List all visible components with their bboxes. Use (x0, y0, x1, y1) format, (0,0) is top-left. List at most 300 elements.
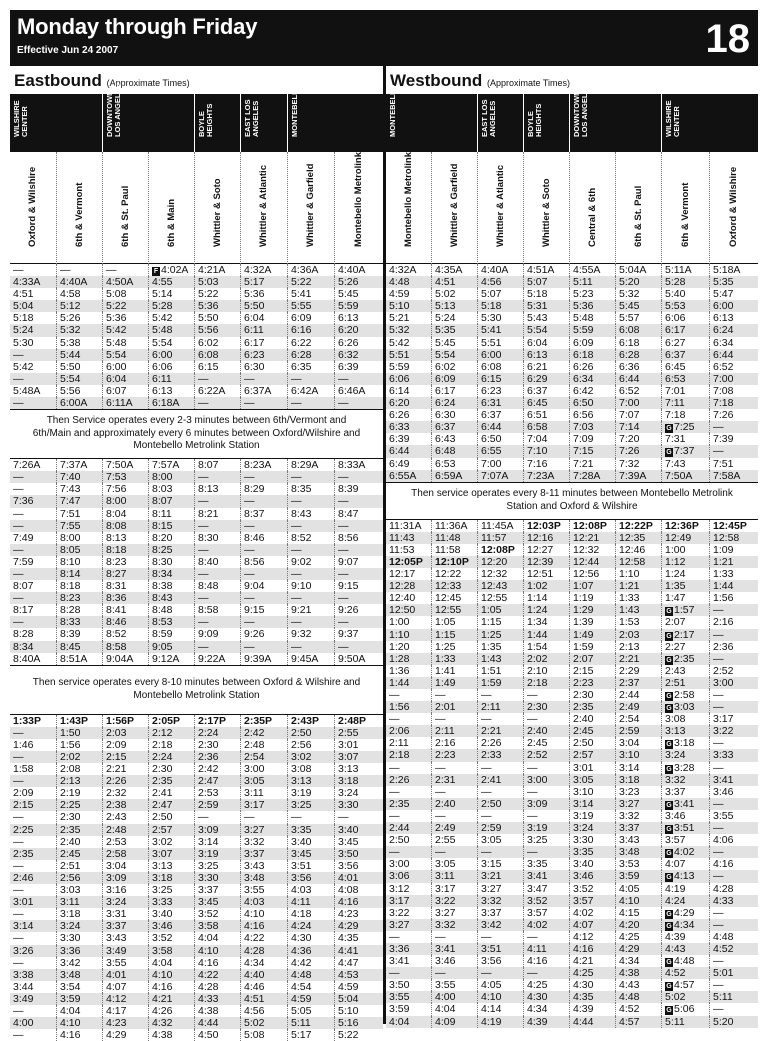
stop-header (102, 152, 148, 264)
time-cell: 3:44 (13, 980, 34, 993)
time-cell: 2:37 (615, 677, 661, 689)
time-cell: 4:54 (287, 981, 334, 993)
time-cell: 8:58 (194, 604, 240, 616)
time-cell: 3:17 (709, 713, 758, 725)
time-cell: 2:44 (389, 822, 410, 835)
stop-name: Whittler & Garfield (305, 163, 316, 247)
time-cell: 3:27 (240, 824, 287, 836)
time-cell: — (13, 543, 24, 556)
time-cell: 6:23 (477, 385, 523, 397)
time-cell: 7:58A (709, 470, 758, 482)
time-cell: 3:00 (240, 763, 287, 775)
time-cell: 4:38 (615, 967, 661, 979)
time-cell: 2:35 (148, 775, 194, 787)
time-cell: 7:51 (709, 458, 758, 470)
time-cell: 2:18 (389, 749, 410, 762)
time-cell: 3:38 (13, 968, 34, 981)
time-cell: 8:14 (56, 568, 102, 580)
time-cell: 1:00 (661, 544, 709, 556)
time-cell: — (709, 798, 758, 810)
time-cell: 8:00 (56, 532, 102, 544)
time-cell: 3:11 (240, 787, 287, 799)
time-cell: — (13, 1004, 24, 1017)
time-cell: 7:55 (56, 520, 102, 532)
time-cell: — (194, 641, 240, 653)
time-cell: 3:30 (194, 872, 240, 884)
table-row (386, 458, 758, 470)
time-cell: 3:05 (431, 858, 477, 870)
time-cell: 4:21 (569, 955, 615, 967)
time-cell: 7:21 (569, 458, 615, 470)
table-row (386, 349, 758, 361)
time-cell: — (287, 592, 334, 604)
table-row (10, 544, 383, 556)
time-cell: 5:48 (569, 312, 615, 324)
time-cell: 4:38 (148, 1029, 194, 1041)
time-cell: 4:19 (477, 1016, 523, 1028)
time-cell: 9:37 (334, 628, 383, 640)
time-cell: 6:34 (569, 373, 615, 385)
time-cell: 1:33 (615, 592, 661, 604)
time-cell: — (13, 932, 24, 945)
time-cell: 4:59 (287, 993, 334, 1005)
time-cell: 5:36 (102, 312, 148, 324)
time-cell: 6:51 (523, 409, 569, 421)
time-cell: 6:17 (240, 337, 287, 349)
time-cell: — (287, 397, 334, 409)
time-cell: 12:33 (431, 580, 477, 592)
time-cell: 7:00 (615, 397, 661, 409)
time-cell: 3:22 (431, 895, 477, 907)
time-cell: — (334, 373, 383, 385)
table-row (10, 349, 383, 361)
time-cell: — (194, 568, 240, 580)
time-cell: — (709, 653, 758, 665)
time-cell: 4:20 (615, 919, 661, 931)
time-cell: 4:16 (334, 896, 383, 908)
time-cell: 1:33 (709, 568, 758, 580)
time-cell: 7:10 (523, 445, 569, 457)
time-cell: 4:04 (194, 932, 240, 944)
footnote-badge: G (666, 1007, 672, 1015)
table-row (386, 409, 758, 421)
time-cell: 6:06 (661, 312, 709, 324)
time-cell: 8:07 (148, 495, 194, 507)
footnote-badge: F (153, 268, 159, 275)
time-cell: 2:48 (102, 824, 148, 836)
time-cell (661, 955, 709, 967)
time-cell: 3:02 (287, 751, 334, 763)
time-cell: 2:42 (240, 727, 287, 739)
table-row (386, 834, 758, 846)
table-row (10, 932, 383, 944)
time-cell: 8:34 (13, 640, 34, 653)
time-cell: 6:24 (709, 324, 758, 336)
time-cell: 3:46 (661, 810, 709, 822)
westbound-timetable (386, 66, 758, 1028)
time-cell: 5:59 (334, 300, 383, 312)
time-cell: 5:28 (148, 300, 194, 312)
time-cell: 8:23A (240, 459, 287, 471)
time-cell: 2:52 (709, 665, 758, 677)
time-cell: 4:58 (56, 288, 102, 300)
time-cell: 5:02 (240, 1017, 287, 1029)
time-cell: 3:16 (102, 884, 148, 896)
time-cell: — (477, 931, 523, 943)
time-cell: 8:33 (56, 616, 102, 628)
time-value: 4:34 (674, 918, 695, 931)
time-cell: 4:30 (287, 932, 334, 944)
time-cell: 12:36P (661, 520, 709, 532)
time-cell: 2:26 (477, 737, 523, 749)
eastbound-heading (10, 66, 383, 94)
time-cell: 6:13 (334, 312, 383, 324)
time-cell: 3:06 (389, 870, 410, 883)
table-row (386, 276, 758, 288)
time-cell: 5:28 (661, 276, 709, 288)
stop-header (287, 152, 334, 264)
place-group-header (386, 84, 477, 152)
time-cell: — (389, 809, 400, 822)
time-cell: 3:03 (56, 884, 102, 896)
time-cell: 4:28 (194, 981, 240, 993)
time-cell: 8:30 (148, 556, 194, 568)
time-cell: 5:53 (661, 300, 709, 312)
table-row (10, 872, 383, 884)
time-cell: 12:32 (477, 568, 523, 580)
table-row (386, 532, 758, 544)
table-row (386, 470, 758, 482)
table-row (10, 884, 383, 896)
time-cell: 4:35A (431, 264, 477, 276)
time-cell: 4:32A (240, 264, 287, 276)
time-cell: 5:59 (389, 360, 410, 373)
time-cell: 2:59 (477, 822, 523, 834)
table-row (10, 993, 383, 1005)
time-cell: 4:36A (287, 264, 334, 276)
time-cell: 8:52 (287, 532, 334, 544)
time-cell: 1:24 (661, 568, 709, 580)
time-cell: 2:58 (102, 848, 148, 860)
table-row (386, 786, 758, 798)
time-cell: — (389, 689, 400, 701)
time-cell: 8:43 (148, 592, 194, 604)
service-frequency-note: Then service operates every 8-11 minutes between Montebello Metrolink Station and Oxford & Wilshire (386, 482, 758, 520)
time-cell: 5:41 (477, 324, 523, 336)
time-cell (661, 737, 709, 749)
time-cell: 1:10 (615, 568, 661, 580)
time-cell: 7:59 (13, 555, 34, 568)
time-cell: 2:51 (661, 677, 709, 689)
time-cell: 4:11 (523, 943, 569, 955)
time-cell: 1:58 (13, 763, 34, 776)
footnote-badge: G (666, 910, 672, 918)
time-cell: 3:14 (13, 920, 34, 933)
time-cell: 7:04 (523, 433, 569, 445)
time-cell: 7:37A (56, 459, 102, 471)
table-row (10, 532, 383, 544)
time-cell: 5:22 (334, 1029, 383, 1041)
time-cell: 2:50 (389, 834, 410, 847)
time-cell: 2:56 (56, 872, 102, 884)
time-cell: — (240, 641, 287, 653)
time-cell: 4:44 (194, 1017, 240, 1029)
time-cell (661, 604, 709, 616)
time-cell: 4:29 (615, 943, 661, 955)
time-cell: 6:00 (148, 349, 194, 361)
time-cell: 8:25 (148, 544, 194, 556)
table-row (386, 665, 758, 677)
time-cell: 5:21 (389, 312, 410, 325)
time-cell: 3:25 (523, 834, 569, 846)
time-cell: 12:17 (389, 568, 416, 581)
stop-header (194, 152, 240, 264)
time-cell: 2:02 (523, 653, 569, 665)
time-cell: 6:52 (709, 361, 758, 373)
time-value: 4:02A (161, 264, 189, 276)
time-cell: 5:05 (287, 1005, 334, 1017)
time-cell: — (194, 616, 240, 628)
time-cell: 6:34 (709, 337, 758, 349)
time-cell: 8:35 (287, 483, 334, 495)
time-cell: — (334, 397, 383, 409)
time-value: 4:48 (674, 955, 695, 968)
time-cell: — (389, 967, 400, 980)
time-cell: 6:44 (477, 421, 523, 433)
time-cell: 3:17 (389, 894, 410, 907)
time-cell: 12:45 (431, 592, 477, 604)
time-cell: 4:48 (709, 931, 758, 943)
time-cell: 8:34 (148, 568, 194, 580)
time-cell: 3:24 (334, 787, 383, 799)
table-row (10, 604, 383, 616)
time-cell: 3:37 (661, 786, 709, 798)
time-cell: 2:32 (102, 787, 148, 799)
table-row (10, 957, 383, 969)
table-row (10, 787, 383, 799)
time-cell: 6:09 (287, 312, 334, 324)
time-cell: 3:05 (569, 774, 615, 786)
place-group-header (661, 94, 758, 152)
table-row (386, 361, 758, 373)
time-cell: 5:57 (615, 312, 661, 324)
time-cell: 4:22 (194, 969, 240, 981)
time-cell: — (13, 835, 24, 848)
time-cell: 3:42 (56, 957, 102, 969)
time-cell: 2:17P (194, 715, 240, 727)
time-cell: 4:55A (569, 264, 615, 276)
time-cell: 1:14 (523, 592, 569, 604)
time-cell: 4:32A (389, 264, 417, 276)
time-cell: 4:39 (523, 1016, 569, 1028)
time-cell: 7:39 (709, 433, 758, 445)
time-cell: — (240, 471, 287, 483)
time-cell: 3:52 (148, 932, 194, 944)
time-cell: — (13, 567, 24, 580)
table-row (10, 361, 383, 373)
table-row (386, 324, 758, 336)
time-cell: 3:45 (194, 896, 240, 908)
place-group-label: WILSHIRE CENTER (12, 100, 29, 137)
time-cell: 8:43 (287, 508, 334, 520)
time-cell: 5:22 (194, 288, 240, 300)
time-cell: — (287, 520, 334, 532)
time-cell: 4:24 (287, 920, 334, 932)
time-cell: 6:13 (709, 312, 758, 324)
footnote-badge: G (666, 425, 672, 433)
time-cell: 3:32 (477, 895, 523, 907)
time-cell: 6:43 (431, 433, 477, 445)
time-cell: 4:15 (615, 907, 661, 919)
time-cell: 5:50 (240, 300, 287, 312)
stop-name: 6th & Main (165, 198, 177, 247)
time-cell: 4:16 (523, 955, 569, 967)
time-cell: 6:09 (431, 373, 477, 385)
time-cell: 4:16 (56, 1029, 102, 1041)
time-cell: 1:15 (477, 616, 523, 628)
table-row (386, 919, 758, 931)
time-cell: 9:15 (334, 580, 383, 592)
time-cell: 8:31 (102, 580, 148, 592)
table-row (386, 1016, 758, 1028)
time-cell: 3:49 (102, 945, 148, 957)
time-cell: 8:23 (102, 556, 148, 568)
time-cell: 5:17 (240, 276, 287, 288)
time-cell: — (13, 507, 24, 520)
time-cell: 3:30 (334, 799, 383, 811)
time-cell: 12:08P (569, 520, 615, 532)
time-cell: 3:40 (148, 908, 194, 920)
stop-header (148, 152, 194, 264)
time-cell: — (431, 846, 477, 858)
time-cell: 1:29 (569, 604, 615, 616)
time-cell: 8:48 (148, 604, 194, 616)
time-value: 3:41 (674, 797, 695, 810)
time-cell: 5:55 (287, 300, 334, 312)
stop-header (386, 152, 431, 264)
time-cell: 6:18A (148, 397, 194, 409)
time-cell: 12:55 (431, 604, 477, 616)
time-cell: 4:30 (523, 991, 569, 1003)
time-cell: 4:33 (709, 895, 758, 907)
time-cell: 12:45P (709, 520, 758, 532)
time-cell: 6:13 (523, 349, 569, 361)
time-cell: 6:20 (334, 324, 383, 336)
time-cell: — (287, 568, 334, 580)
time-cell: 1:44 (523, 629, 569, 641)
time-cell: 4:51 (431, 276, 477, 288)
table-row (10, 300, 383, 312)
time-cell: — (194, 471, 240, 483)
time-cell: — (240, 616, 287, 628)
time-cell: 6:49 (389, 457, 410, 470)
time-cell: 1:50 (56, 727, 102, 739)
footnote-badge: G (666, 874, 672, 882)
time-cell: — (523, 810, 569, 822)
time-cell: 3:10 (615, 749, 661, 761)
time-cell: 4:19 (661, 883, 709, 895)
time-cell: 5:36 (240, 288, 287, 300)
time-cell: — (523, 762, 569, 774)
time-cell: 3:56 (334, 860, 383, 872)
time-cell: 8:29 (240, 483, 287, 495)
time-cell: — (709, 421, 758, 433)
time-cell: 5:20 (615, 276, 661, 288)
time-cell: 3:40 (334, 824, 383, 836)
time-cell: — (709, 689, 758, 701)
time-value: 3:18 (674, 737, 695, 750)
time-cell: 1:28 (389, 652, 410, 665)
time-cell: 3:21 (477, 870, 523, 882)
time-cell: 5:54 (523, 324, 569, 336)
time-cell: 3:27 (477, 883, 523, 895)
time-cell: — (13, 348, 24, 361)
time-cell: 1:12 (661, 556, 709, 568)
time-cell: 7:23A (523, 470, 569, 482)
footnote-badge: G (666, 608, 672, 616)
time-cell: 3:05 (477, 834, 523, 846)
time-cell: 5:42 (102, 324, 148, 336)
time-cell: 2:50 (569, 737, 615, 749)
table-row (10, 568, 383, 580)
time-cell: — (13, 592, 24, 605)
time-cell: 5:07 (523, 276, 569, 288)
time-cell: 8:28 (13, 628, 34, 641)
time-cell: — (709, 629, 758, 641)
time-cell: — (709, 955, 758, 967)
time-cell: 5:36 (569, 300, 615, 312)
time-cell: — (287, 471, 334, 483)
time-cell: 3:19 (569, 810, 615, 822)
stop-header (431, 152, 477, 264)
time-cell: — (240, 568, 287, 580)
time-cell: 5:32 (389, 324, 410, 337)
time-cell: 6:39 (334, 361, 383, 373)
time-cell: 4:07 (661, 858, 709, 870)
table-row (10, 337, 383, 349)
time-cell: 3:22 (709, 725, 758, 737)
time-cell: 5:36 (194, 300, 240, 312)
table-row (10, 860, 383, 872)
time-cell: 3:45 (334, 836, 383, 848)
time-cell: 4:26 (148, 1005, 194, 1017)
time-cell: 6:37 (661, 349, 709, 361)
time-cell: 3:41 (431, 943, 477, 955)
time-cell: 3:45 (287, 848, 334, 860)
time-cell: 4:00 (13, 1017, 34, 1030)
time-cell: 3:55 (431, 979, 477, 991)
time-cell: 3:43 (240, 860, 287, 872)
time-cell: 4:23 (334, 908, 383, 920)
time-cell: 4:35 (569, 991, 615, 1003)
time-cell: 5:41 (287, 288, 334, 300)
time-cell: 2:30 (194, 739, 240, 751)
table-row (386, 701, 758, 713)
time-cell: 7:49 (13, 531, 34, 544)
time-cell: 2:11 (389, 737, 409, 750)
time-cell: 8:51A (56, 653, 102, 665)
time-cell: 1:43 (477, 653, 523, 665)
time-cell: 6:14 (389, 384, 410, 397)
table-row (386, 991, 758, 1003)
stop-name: Oxford & Wilshire (27, 166, 38, 247)
time-cell: 7:00 (709, 373, 758, 385)
time-cell: 3:46 (148, 920, 194, 932)
time-cell: 6:59A (431, 470, 477, 482)
time-cell: 6:26 (389, 409, 410, 422)
time-cell: 5:40 (661, 288, 709, 300)
time-cell: 3:46 (709, 786, 758, 798)
